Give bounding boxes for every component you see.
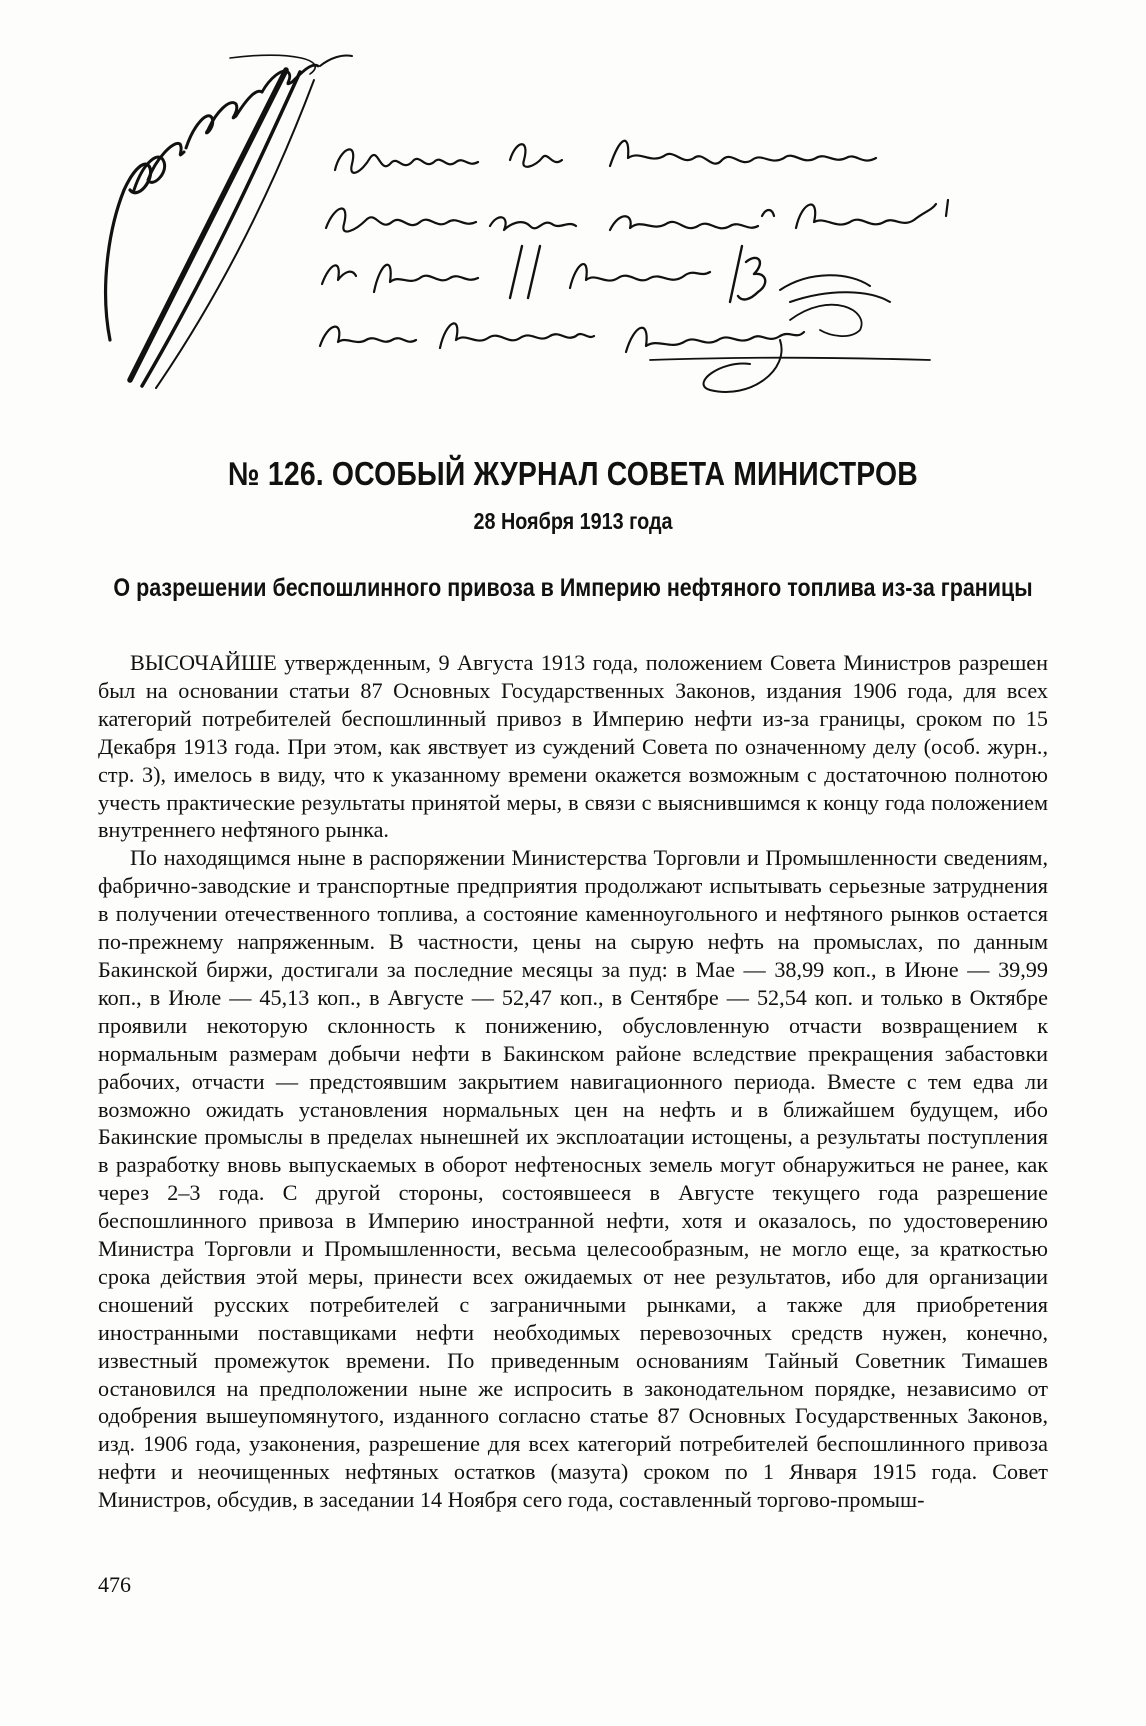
document-title: № 126. ОСОБЫЙ ЖУРНАЛ СОВЕТА МИНИСТРОВ (228, 455, 918, 492)
document-subject: О разрешении беспошлинного привоза в Империю нефтяного топлива из-за границы (113, 574, 1033, 602)
handwritten-resolution (90, 40, 1050, 460)
paragraph: ВЫСОЧАЙШЕ утвержденным, 9 Августа 1913 года, положением Совета Министров разрешен был на основании статьи 87 Основных Государственных Законов, издания 1906 года, для всех категорий потребителей беспошлинный привоз в Империю нефти из-за границы, сроком по 15 Декабря 1913 года. При этом, как явствует из суждений Совета по означенному делу (особ. журн., стр. 3), имелось в виду, что к указанному времени окажется возможным с достаточною полнотою учесть практические результаты принятой меры, в связи с выяснившимся к концу года положением внутреннего нефтяного рынка. (98, 650, 1048, 843)
signature-lines (320, 141, 948, 392)
document-body (98, 649, 1048, 1514)
page-number: 476 (98, 1572, 131, 1597)
resolution-handwriting (106, 55, 352, 388)
document-date: 28 Ноября 1913 года (473, 508, 673, 534)
paragraph: По находящимся ныне в распоряжении Министерства Торговли и Промышленности сведениям, фабрично-заводские и транспортные предприятия продолжают испытывать серьезные затруднения в получении отечественного топлива, а состояние каменноугольного и нефтяного рынков остается по-прежнему напряженным. В частности, цены на сырую нефть на промыслах, по данным Бакинской биржи, достигали за последние месяцы за пуд: в Мае — 38,99 коп., в Июне — 39,99 коп., в Июле — 45,13 коп., в Августе — 52,47 коп., в Сентябре — 52,54 коп. и только в Октябре проявили некоторую склонность к понижению, обусловленную отчасти возвращением к нормальным размерам добычи нефти в Бакинском районе вследствие прекращения забастовки рабочих, отчасти — предстоявшим закрытием навигационного периода. Вместе с тем едва ли возможно ожидать установления нормальных цен на нефть и в ближайшем будущем, ибо Бакинские промыслы в пределах нынешней их эксплоатации истощены, а результаты поступления в разработку вновь выпускаемых в оборот нефтеносных земель могут обнаружиться не ранее, как через 2–3 года. С другой стороны, состоявшееся в Августе текущего года разрешение беспошлинного привоза в Империю иностранной нефти, хотя и оказалось, по удостоверению Министра Торговли и Промышленности, весьма целесообразным, не могло еще, за краткостью срока действия этой меры, принести всех ожидаемых от нее результатов, ибо для организации сношений русских потребителей с заграничными рынками, а также для приобретения иностранными поставщиками нефти необходимых перевозочных средств нужен, конечно, известный промежуток времени. По приведенным основаниям Тайный Советник Тимашев остановился на предположении ныне же испросить в законодательном порядке, независимо от одобрения вышеупомянутого, изданного согласно статье 87 Основных Государственных Законов, изд. 1906 года, узаконения, разрешение для всех категорий потребителей беспошлинного привоза нефти и неочищенных нефтяных остатков (мазута) сроком по 1 Января 1915 года. Совет Министров, обсудив, в заседании 14 Ноября сего года, составленный торгово-промыш- (98, 845, 1048, 1513)
